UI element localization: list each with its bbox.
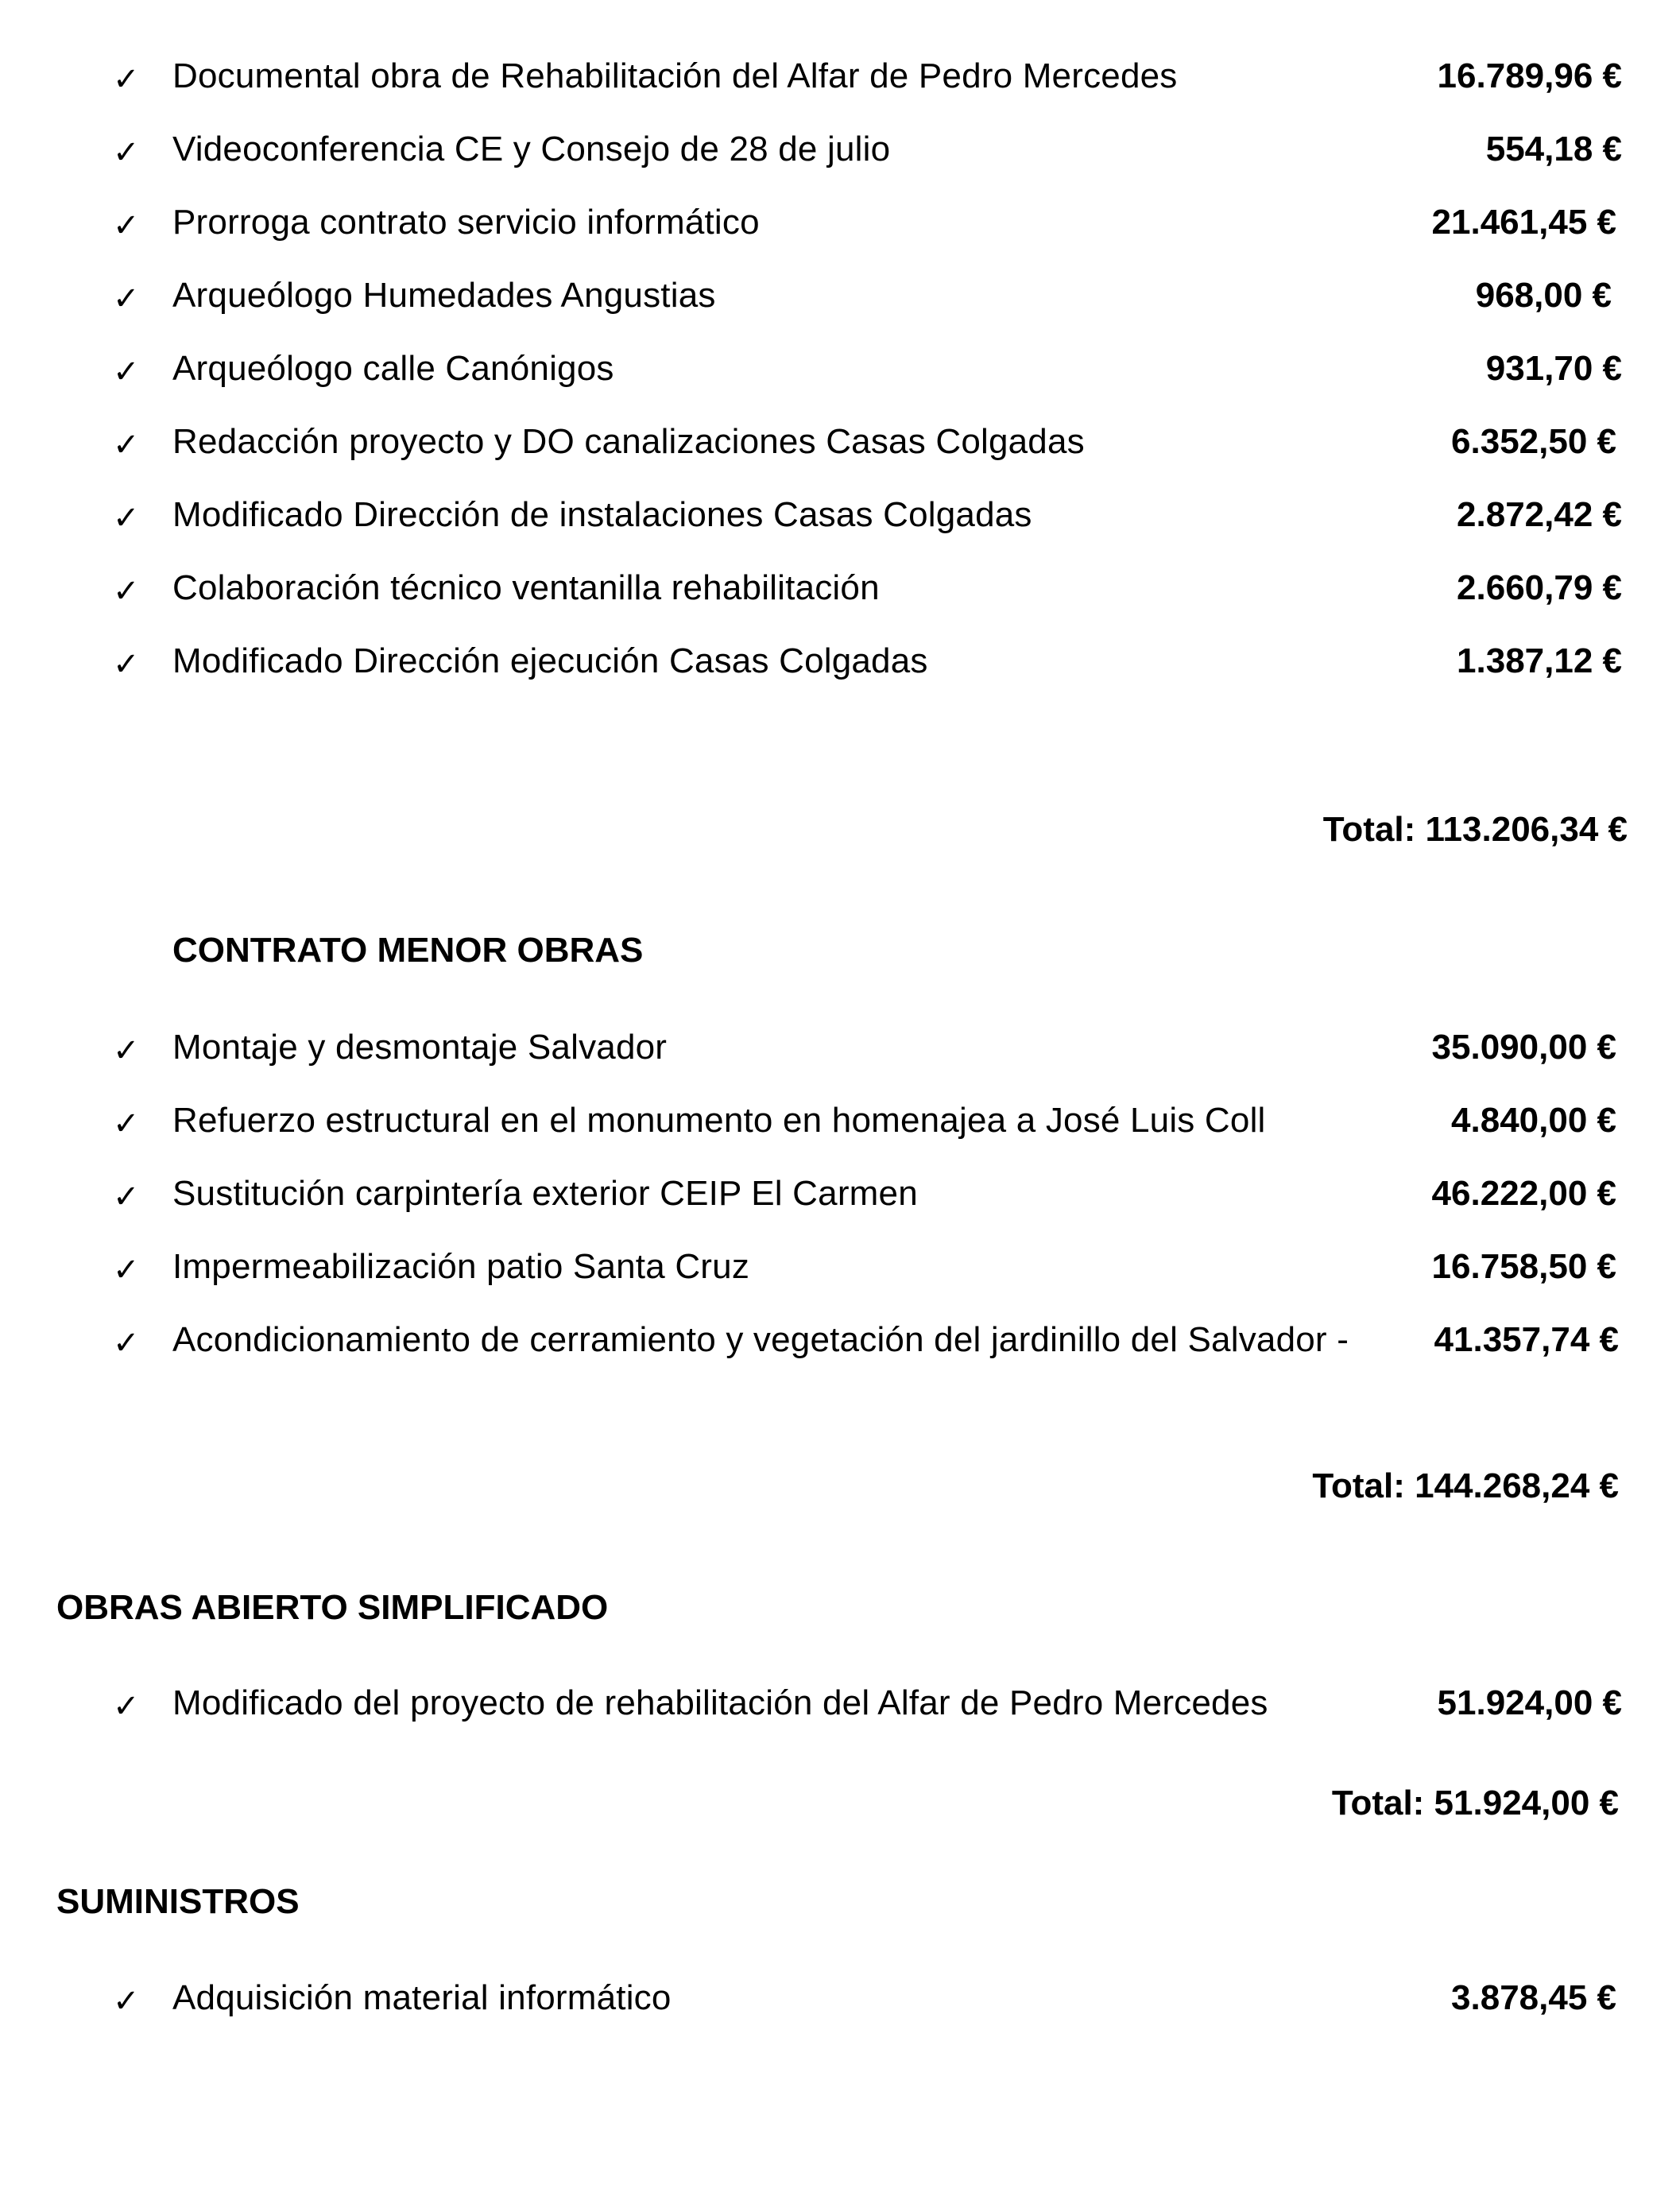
item-label: Sustitución carpintería exterior CEIP El Carmen — [172, 1174, 918, 1213]
item-label: Colaboración técnico ventanilla rehabilitación — [172, 568, 880, 607]
item-amount: 3.878,45 € — [1451, 1978, 1616, 2017]
section-heading: CONTRATO MENOR OBRAS — [172, 931, 644, 970]
list-item — [0, 1172, 1680, 1227]
item-amount: 968,00 € — [1475, 276, 1612, 315]
check-mark-icon: ✓ — [113, 1688, 140, 1725]
check-mark-icon: ✓ — [113, 427, 140, 463]
list-item — [0, 273, 1680, 329]
check-mark-icon: ✓ — [113, 61, 140, 98]
item-label: Videoconferencia CE y Consejo de 28 de julio — [172, 130, 891, 168]
check-mark-icon: ✓ — [113, 354, 140, 390]
item-label: Modificado Dirección de instalaciones Casas Colgadas — [172, 495, 1032, 534]
list-item — [0, 566, 1680, 622]
item-label: Prorroga contrato servicio informático — [172, 203, 760, 242]
list-item — [0, 1681, 1680, 1737]
list-item — [0, 200, 1680, 256]
item-label: Documental obra de Rehabilitación del Alfar de Pedro Mercedes — [172, 56, 1178, 95]
section-total: Total: 51.924,00 € — [1331, 1784, 1619, 1822]
item-label: Arqueólogo calle Canónigos — [172, 349, 614, 388]
check-mark-icon: ✓ — [113, 134, 140, 171]
list-item — [0, 1025, 1680, 1081]
item-label: Montaje y desmontaje Salvador — [172, 1028, 668, 1067]
item-amount: 46.222,00 € — [1431, 1174, 1616, 1213]
check-mark-icon: ✓ — [113, 573, 140, 610]
item-amount: 2.660,79 € — [1457, 568, 1622, 607]
item-label: Adquisición material informático — [172, 1978, 672, 2017]
item-amount: 21.461,45 € — [1431, 203, 1616, 242]
item-amount: 931,70 € — [1485, 349, 1622, 388]
check-mark-icon: ✓ — [113, 1106, 140, 1142]
section-total: Total: 144.268,24 € — [1312, 1466, 1619, 1505]
item-amount: 6.352,50 € — [1451, 422, 1616, 461]
list-item — [0, 347, 1680, 402]
item-label: Modificado Dirección ejecución Casas Colgadas — [172, 641, 928, 680]
list-item — [0, 639, 1680, 695]
item-amount: 41.357,74 € — [1434, 1320, 1619, 1359]
list-item — [0, 54, 1680, 110]
check-mark-icon: ✓ — [113, 1032, 140, 1069]
item-amount: 35.090,00 € — [1431, 1028, 1616, 1067]
item-amount: 51.924,00 € — [1437, 1683, 1622, 1722]
item-amount: 16.789,96 € — [1437, 56, 1622, 95]
check-mark-icon: ✓ — [113, 500, 140, 536]
check-mark-icon: ✓ — [113, 207, 140, 244]
section-total: Total: 113.206,34 € — [1322, 810, 1628, 849]
list-item — [0, 1976, 1680, 2032]
item-amount: 16.758,50 € — [1431, 1247, 1616, 1286]
item-amount: 554,18 € — [1485, 130, 1622, 168]
item-amount: 2.872,42 € — [1457, 495, 1622, 534]
list-item — [0, 1318, 1680, 1373]
list-item — [0, 127, 1680, 183]
item-label: Impermeabilización patio Santa Cruz — [172, 1247, 750, 1286]
list-item — [0, 493, 1680, 548]
check-mark-icon: ✓ — [113, 1325, 140, 1361]
item-amount: 4.840,00 € — [1451, 1101, 1616, 1140]
check-mark-icon: ✓ — [113, 1252, 140, 1288]
check-mark-icon: ✓ — [113, 281, 140, 317]
item-label: Redacción proyecto y DO canalizaciones Casas Colgadas — [172, 422, 1085, 461]
item-label: Acondicionamiento de cerramiento y vegetación del jardinillo del Salvador - — [172, 1320, 1349, 1359]
section-heading: OBRAS ABIERTO SIMPLIFICADO — [56, 1588, 609, 1627]
item-label: Arqueólogo Humedades Angustias — [172, 276, 716, 315]
item-amount: 1.387,12 € — [1457, 641, 1622, 680]
list-item — [0, 420, 1680, 475]
check-mark-icon: ✓ — [113, 1179, 140, 1215]
list-item — [0, 1098, 1680, 1154]
item-label: Refuerzo estructural en el monumento en homenajea a José Luis Coll — [172, 1101, 1266, 1140]
list-item — [0, 1245, 1680, 1300]
check-mark-icon: ✓ — [113, 646, 140, 683]
check-mark-icon: ✓ — [113, 1983, 140, 2020]
section-heading: SUMINISTROS — [56, 1882, 300, 1921]
item-label: Modificado del proyecto de rehabilitación del Alfar de Pedro Mercedes — [172, 1683, 1268, 1722]
